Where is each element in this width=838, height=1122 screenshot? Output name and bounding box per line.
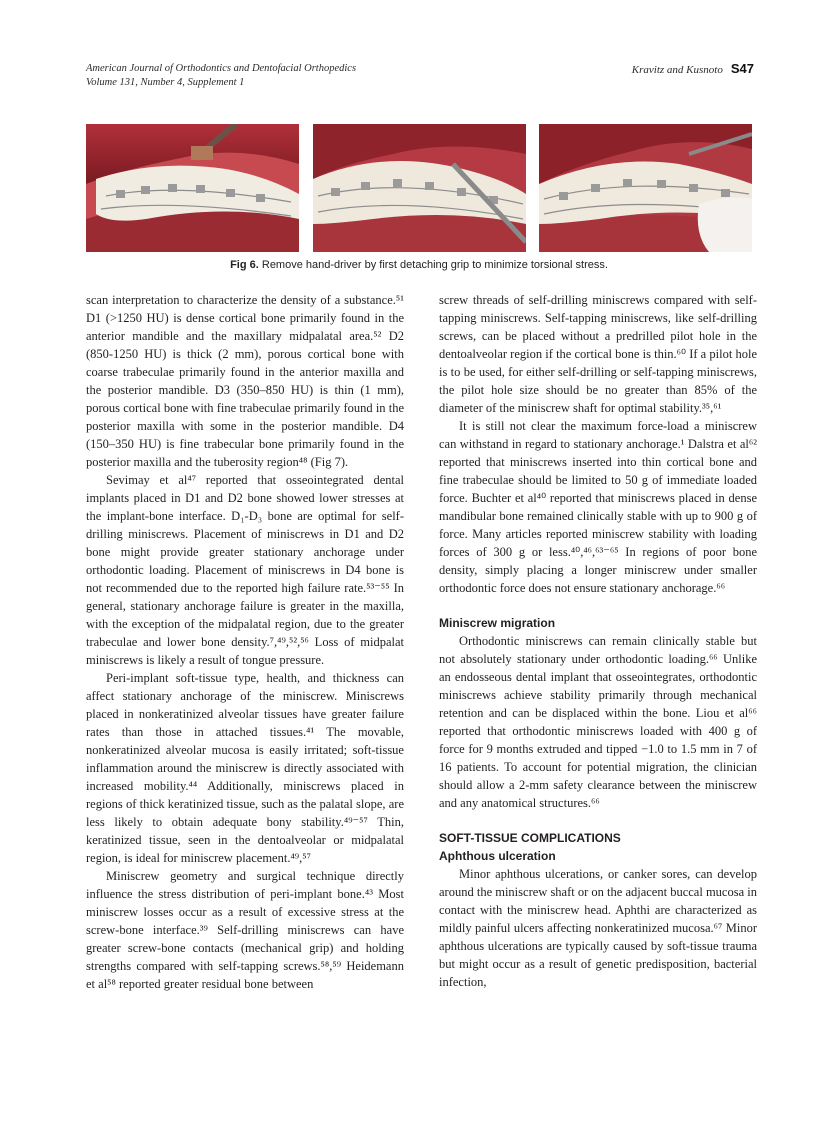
subsection-heading-aphthous: Aphthous ulceration: [439, 849, 556, 863]
paragraph: Peri-implant soft-tissue type, health, and thickness can affect stationary anchorage of the miniscrew. Miniscrews placed in nonkeratinized alveolar tissues have greater failure rates than those in attached tissues.⁴¹ The movable, nonkeratinized alveolar mucosa is easily irritated; soft-tissue inflammation around the miniscrew is directly associated with increased mobility.⁴⁴ Additionally, miniscrews placed in regions of thick keratinized tissue, such as the palatal slope, are less likely to obtain adequate bony stability.⁴⁹⁻⁵⁷ Thin, keratinized tissue, seen in the dentoalveolar or midpalatal region, is ideal for miniscrew placement.⁴⁹,⁵⁷: [86, 671, 404, 865]
left-column: [86, 291, 404, 993]
paragraph: Sevimay et al⁴⁷ reported that osseointegrated dental implants placed in D1 and D2 bone showed lower stresses at the implant-bone interface. D₁-D₃ bone are optimal for self-drilling miniscrews. Placement of miniscrews in D1 and D2 bone might provide greater stationary anchorage under orthodontic loading. Placement of miniscrews in D4 bone is not recommended due to the reported high failure rate.⁵³⁻⁵⁵ In general, stationary anchorage failure is greater in the maxilla, with the exception of the midpalatal region, due to the greater trabeculae and lower bone density.⁷,⁴⁹,⁵²,⁵⁶ Loss of midpalat miniscrews is likely a result of tongue pressure.: [86, 473, 404, 667]
page-number: S47: [730, 61, 754, 76]
running-header-journal: [86, 62, 356, 90]
figure-caption: [86, 259, 752, 271]
paragraph: It is still not clear the maximum force-load a miniscrew can withstand in regard to stationary anchorage.¹ Dalstra et al⁶² reported that miniscrews inserted into thin cortical bone and fine trabeculae should be limited to 50 g of immediate loaded force. Buchter et al⁴⁰ reported that miniscrews placed in dense mandibular bone remained clinically stable with up to 900 g of force. Many articles reported miniscrew stability with loading forces of 300 g or less.⁴⁰,⁴⁶,⁶³⁻⁶⁵ In regions of poor bone density, simply placing a longer miniscrew under smaller orthodontic force does not ensure stationary anchorage.⁶⁶: [439, 419, 757, 595]
photo-2-grip-detached: [313, 124, 526, 252]
running-header-authors: [632, 61, 754, 76]
section-heading-migration: Miniscrew migration: [439, 616, 556, 630]
right-column: [439, 291, 757, 991]
paragraph: Minor aphthous ulcerations, or canker sores, can develop around the miniscrew shaft or on the adjacent buccal mucosa in contact with the miniscrew head. Aphthi are characterized as mildly painful ulcers affecting nonkeratinized mucosa.⁶⁷ Minor aphthous ulcerations are typically caused by soft-tissue trauma but might occur as a result of genetic predisposition, bacterial infection,: [439, 867, 757, 989]
figure-caption-text: Remove hand-driver by first detaching grip to minimize torsional stress.: [261, 259, 608, 271]
journal-volume: Volume 131, Number 4, Supplement 1: [86, 77, 245, 88]
photo-3-driver-removed: [539, 124, 752, 252]
photo-1-driver-on-screw: [86, 124, 299, 252]
section-heading-soft-tissue: SOFT-TISSUE COMPLICATIONS: [439, 831, 621, 845]
figure-6-photos: [86, 124, 752, 252]
paragraph: scan interpretation to characterize the density of a substance.⁵¹ D1 (>1250 HU) is dense cortical bone primarily found in the anterior mandible and the maxillary midpalatal area.⁵² D2 (850-1250 HU) is thick (2 mm), porous cortical bone with coarse trabeculae primarily found in the anterior maxilla and the posterior mandible. D3 (350–850 HU) is thin (1 mm), porous cortical bone with fine trabeculae primarily found in the posterior maxilla with some in the posterior mandible. D4 (150–350 HU) is fine trabecular bone primarily found in the posterior maxilla and the tuberosity region⁴⁸ (Fig 7).: [86, 293, 404, 469]
journal-title: American Journal of Orthodontics and Dentofacial Orthopedics: [86, 63, 357, 74]
figure-label: Fig 6.: [230, 259, 259, 271]
paragraph: Miniscrew geometry and surgical technique directly influence the stress distribution of peri-implant bone.⁴³ Most miniscrew losses occur as a result of excessive stress at the screw-bone interface.³⁹ Self-drilling miniscrews can have greater screw-bone contacts (mechanical grip) and holding strengths compared with self-tapping screws.⁵⁸,⁵⁹ Heidemann et al⁵⁸ reported greater residual bone between: [86, 869, 404, 991]
paragraph: Orthodontic miniscrews can remain clinically stable but not absolutely stationary under orthodontic loading.⁶⁶ Unlike an endosseous dental implant that osseointegrates, orthodontic miniscrews achieve stability primarily through mechanical retention and can be displaced within the bone. Liou et al⁶⁶ reported that orthodontic miniscrews loaded with 400 g of force for 9 months extruded and tipped −1.0 to 1.5 mm in 7 of 16 patients. To account for potential migration, the clinician should allow a 2-mm safety clearance between the miniscrew and any anatomical structures.⁶⁶: [439, 634, 757, 810]
paragraph: screw threads of self-drilling miniscrews compared with self-tapping miniscrews. Self-tapping miniscrews, like self-drilling screws, can be placed without a predrilled pilot hole in the dentoalveolar region if the cortical bone is thin.⁶⁰ If a pilot hole is to be used, for either self-drilling or self-tapping miniscrews, the pilot hole size should be no greater than 85% of the diameter of the miniscrew shaft for optimal stability.³⁵,⁶¹: [439, 293, 757, 415]
author-names: Kravitz and Kusnoto: [631, 64, 723, 76]
